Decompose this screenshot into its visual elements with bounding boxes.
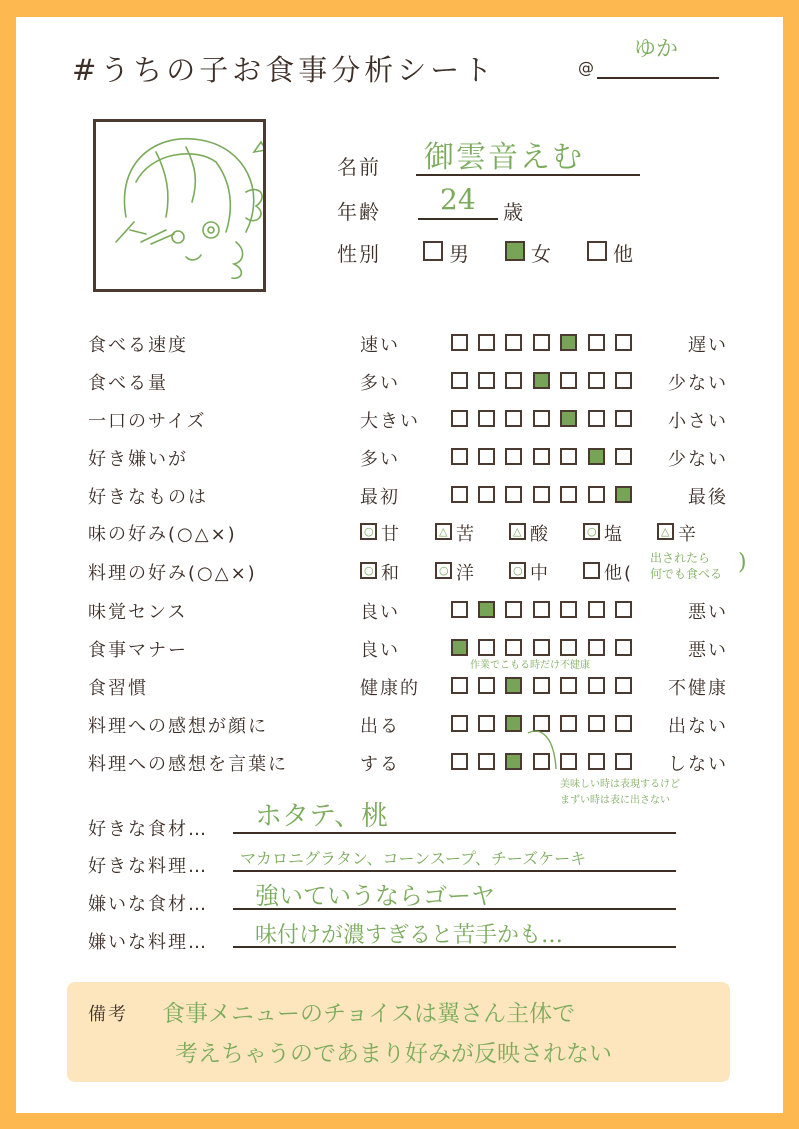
scale-label: 味覚センス [88, 602, 188, 623]
scale-box[interactable] [505, 601, 522, 618]
scale-right-label: 不健康 [668, 678, 728, 699]
age-suffix: 歳 [503, 200, 525, 224]
scale-box[interactable] [588, 753, 605, 770]
scale-left-label: 出る [360, 716, 400, 737]
scale-box[interactable] [615, 410, 632, 427]
taste-spicy-checkbox[interactable] [657, 523, 674, 540]
scale-label: 料理への感想が顔に [88, 716, 268, 737]
scale-left-label: 良い [360, 640, 400, 661]
gender-other-checkbox[interactable] [587, 241, 607, 261]
taste-bitter-checkbox[interactable] [435, 523, 452, 540]
scale-right-label: 小さい [668, 411, 728, 432]
cuisine-other-label: 他( [604, 563, 634, 584]
scale-label: 食事マナー [88, 640, 188, 661]
taste-sweet-mark: ○ [364, 525, 374, 538]
scale-box[interactable] [560, 334, 577, 351]
age-label: 年齢 [337, 200, 381, 224]
dislike-dish-label: 嫌いな料理… [88, 932, 208, 953]
fav-ingredient-label: 好きな食材… [88, 819, 208, 840]
dislike-ingredient-value: 強いていうならゴーヤ [255, 882, 495, 910]
taste-bitter-label: 苦 [456, 524, 476, 545]
gender-label: 性別 [337, 242, 381, 266]
scale-box[interactable] [588, 486, 605, 503]
cuisine-western-label: 洋 [456, 563, 476, 584]
scale-right-label: 少ない [668, 373, 728, 394]
scale-box[interactable] [505, 410, 522, 427]
scale-right-label: 悪い [688, 640, 728, 661]
scale-box[interactable] [478, 753, 495, 770]
scale-box[interactable] [478, 715, 495, 732]
taste-salty-checkbox[interactable] [583, 523, 600, 540]
scale-right-label: 最後 [688, 487, 728, 508]
scale-box[interactable] [451, 677, 468, 694]
scale-left-label: 速い [360, 335, 400, 356]
gender-male-label: 男 [449, 242, 471, 266]
taste-label: 味の好み(○△×) [88, 524, 237, 545]
scale-box[interactable] [615, 486, 632, 503]
scale-label: 一口のサイズ [88, 411, 207, 432]
taste-sour-checkbox[interactable] [509, 523, 526, 540]
character-sketch [96, 122, 263, 289]
remarks-line-2: 考えちゃうのであまり好みが反映されない [175, 1041, 612, 1067]
cuisine-chinese-mark: ○ [513, 564, 523, 577]
scale-left-label: 最初 [360, 487, 400, 508]
scale-label: 食べる量 [88, 373, 168, 394]
scale-box[interactable] [451, 715, 468, 732]
scale-box[interactable] [451, 448, 468, 465]
handle-prefix: @ [578, 58, 594, 77]
fav-dish-label: 好きな料理… [88, 856, 208, 877]
scale-box[interactable] [615, 334, 632, 351]
scale-box[interactable] [615, 448, 632, 465]
scale-box[interactable] [615, 715, 632, 732]
cuisine-japanese-checkbox[interactable] [360, 562, 377, 579]
scale-label: 好き嫌いが [88, 449, 188, 470]
cuisine-other-checkbox[interactable] [583, 562, 600, 579]
cuisine-other-note-1: 出されたら [650, 551, 711, 565]
gender-female-label: 女 [531, 242, 553, 266]
scale-box[interactable] [615, 601, 632, 618]
handle-underline [597, 77, 719, 79]
sheet-title: #うちの子お食事分析シート [72, 53, 497, 87]
fav-ingredient-value: ホタテ、桃 [255, 801, 389, 832]
habit-annotation: 作業でこもる時だけ不健康 [470, 660, 590, 671]
gender-other-label: 他 [613, 242, 635, 266]
scale-box[interactable] [560, 372, 577, 389]
scale-box[interactable] [505, 486, 522, 503]
cuisine-chinese-label: 中 [530, 563, 550, 584]
scale-box[interactable] [588, 677, 605, 694]
taste-sweet-label: 甘 [381, 524, 401, 545]
scale-box[interactable] [560, 639, 577, 656]
scale-box[interactable] [615, 677, 632, 694]
fav-dish-value: マカロニグラタン、コーンスープ、チーズケーキ [240, 849, 587, 868]
scale-box[interactable] [588, 372, 605, 389]
scale-box[interactable] [588, 334, 605, 351]
scale-box[interactable] [560, 410, 577, 427]
gender-male-checkbox[interactable] [423, 241, 443, 261]
cuisine-other-note-2: 何でも食べる [650, 567, 723, 581]
scale-box[interactable] [533, 601, 550, 618]
scale-left-label: 良い [360, 602, 400, 623]
scale-box[interactable] [478, 372, 495, 389]
taste-sweet-checkbox[interactable] [360, 523, 377, 540]
scale-right-label: 悪い [688, 602, 728, 623]
taste-sour-mark: △ [513, 525, 522, 538]
taste-sour-label: 酸 [530, 524, 550, 545]
cuisine-western-mark: ○ [439, 564, 449, 577]
age-underline [418, 218, 498, 220]
words-annotation-1: 美味しい時は表現するけど [560, 779, 680, 790]
name-value: 御雲音えむ [424, 140, 584, 175]
scale-box[interactable] [615, 753, 632, 770]
cuisine-japanese-mark: ○ [364, 564, 374, 577]
cuisine-chinese-checkbox[interactable] [509, 562, 526, 579]
scale-box[interactable] [533, 372, 550, 389]
scale-box[interactable] [505, 372, 522, 389]
scale-box[interactable] [478, 334, 495, 351]
scale-box[interactable] [451, 753, 468, 770]
scale-box[interactable] [533, 677, 550, 694]
dislike-dish-value: 味付けが濃すぎると苦手かも… [255, 923, 564, 948]
cuisine-japanese-label: 和 [381, 563, 401, 584]
taste-salty-mark: ○ [587, 525, 597, 538]
scale-left-label: する [360, 754, 400, 775]
scale-label: 好きなものは [88, 487, 208, 508]
scale-label: 食べる速度 [88, 335, 188, 356]
scale-right-label: 出ない [668, 716, 728, 737]
handle-signature: ゆか [634, 37, 679, 62]
scale-box[interactable] [533, 639, 550, 656]
scale-box[interactable] [588, 715, 605, 732]
scale-box[interactable] [588, 639, 605, 656]
taste-spicy-mark: △ [661, 525, 670, 538]
scale-box[interactable] [451, 486, 468, 503]
scale-box[interactable] [560, 677, 577, 694]
scale-right-label: しない [668, 754, 728, 775]
scale-left-label: 大きい [360, 411, 420, 432]
scale-left-label: 健康的 [360, 678, 420, 699]
scale-box[interactable] [533, 448, 550, 465]
scale-right-label: 少ない [668, 449, 728, 470]
scale-box[interactable] [451, 372, 468, 389]
age-value: 24 [440, 183, 476, 216]
scale-box[interactable] [478, 677, 495, 694]
scale-box[interactable] [615, 372, 632, 389]
scale-box[interactable] [615, 639, 632, 656]
scale-box[interactable] [588, 410, 605, 427]
scale-box[interactable] [505, 639, 522, 656]
scale-box[interactable] [505, 334, 522, 351]
scale-box[interactable] [588, 601, 605, 618]
cuisine-other-close: ) [738, 550, 747, 575]
remarks-line-1: 食事メニューのチョイスは翼さん主体で [162, 1001, 576, 1027]
words-annotation-arrow [520, 725, 570, 775]
taste-spicy-label: 辛 [678, 524, 698, 545]
dislike-ingredient-label: 嫌いな食材… [88, 894, 208, 915]
fav-dish-line [233, 870, 676, 872]
scale-box[interactable] [505, 448, 522, 465]
remarks-label: 備考 [88, 1004, 128, 1025]
scale-box[interactable] [478, 486, 495, 503]
scale-box[interactable] [478, 601, 495, 618]
gender-female-checkbox[interactable] [505, 241, 525, 261]
scale-box[interactable] [533, 486, 550, 503]
scale-box[interactable] [560, 448, 577, 465]
scale-box[interactable] [588, 448, 605, 465]
name-label: 名前 [337, 155, 381, 179]
scale-box[interactable] [505, 677, 522, 694]
scale-label: 料理への感想を言葉に [88, 754, 288, 775]
taste-salty-label: 塩 [604, 524, 624, 545]
character-portrait-frame [93, 119, 266, 292]
scale-box[interactable] [533, 334, 550, 351]
scale-box[interactable] [451, 639, 468, 656]
scale-left-label: 多い [360, 449, 400, 470]
scale-box[interactable] [533, 410, 550, 427]
scale-left-label: 多い [360, 373, 400, 394]
scale-box[interactable] [451, 334, 468, 351]
cuisine-western-checkbox[interactable] [435, 562, 452, 579]
scale-box[interactable] [560, 486, 577, 503]
scale-box[interactable] [478, 410, 495, 427]
words-annotation-2: まずい時は表に出さない [560, 795, 670, 806]
cuisine-label: 料理の好み(○△×) [88, 563, 257, 584]
scale-right-label: 遅い [688, 335, 728, 356]
scale-label: 食習慣 [88, 678, 148, 699]
scale-box[interactable] [478, 448, 495, 465]
scale-box[interactable] [560, 601, 577, 618]
taste-bitter-mark: △ [439, 525, 448, 538]
scale-box[interactable] [478, 639, 495, 656]
scale-box[interactable] [451, 601, 468, 618]
scale-box[interactable] [451, 410, 468, 427]
